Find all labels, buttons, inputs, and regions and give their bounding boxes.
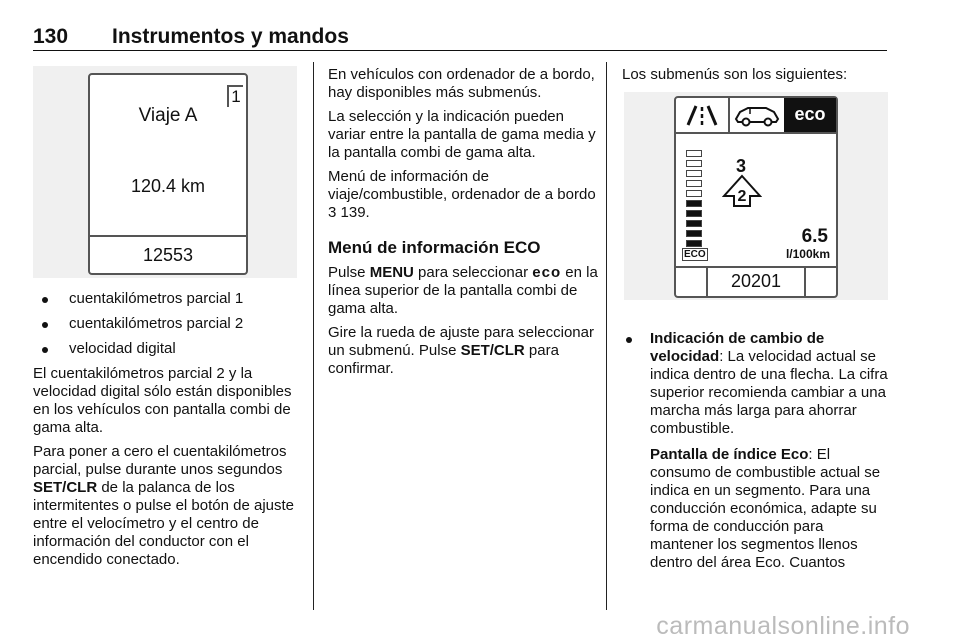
- eco-segment: [686, 240, 702, 247]
- eco-segment: [686, 190, 702, 197]
- text-run: : El consumo de combustible actual se indica en un segmento. Para una conducción económica, adapte su forma de conducción para mantener los segmentos llenos dentro del área Eco. Cuantos: [650, 446, 881, 571]
- section-heading: Menú de información ECO: [328, 238, 541, 257]
- display-tabs: [676, 98, 836, 134]
- column-2: [328, 66, 598, 384]
- tab-vehicle: [730, 98, 784, 132]
- paragraph: [33, 443, 301, 569]
- trip-display-illustration: [33, 66, 297, 278]
- eco-segment: [686, 220, 702, 227]
- button-name: MENU: [369, 264, 414, 281]
- odometer-value: 20201: [730, 271, 782, 291]
- tab-eco: eco: [784, 98, 836, 132]
- bullet-title: Indicación de cambio de velocidad: [650, 330, 825, 365]
- bullet-list: [33, 290, 301, 358]
- screen-divider: [90, 235, 246, 237]
- eco-segment: [686, 210, 702, 217]
- eco-display-illustration: [624, 92, 888, 300]
- column-3: [622, 66, 890, 90]
- consumption-unit: l/100km: [785, 247, 830, 261]
- eco-symbol: eco: [532, 264, 562, 281]
- gear-arrow-icon: [722, 174, 762, 208]
- list-item: cuentakilómetros parcial 1: [33, 290, 301, 308]
- list-item: cuentakilómetros parcial 2: [33, 315, 301, 333]
- text-run: Menú de información de viaje/combustible, ordenador de a bordo: [328, 168, 596, 203]
- text-run: para seleccionar: [413, 264, 533, 281]
- text-run: Para poner a cero el cuentakilómetros parcial, pulse durante unos segundos: [33, 443, 287, 478]
- page-reference[interactable]: 3 139.: [328, 204, 370, 221]
- paragraph: En vehículos con ordenador de a bordo, hay disponibles más submenús.: [328, 66, 595, 101]
- page-indicator: 1: [227, 85, 243, 107]
- watermark: carmanualsonline.info: [656, 612, 910, 640]
- text-run: en la línea superior de la pantalla combi de gama alta.: [328, 264, 598, 317]
- eco-index-bar: [686, 150, 702, 250]
- bullet-dot: [626, 337, 632, 343]
- paragraph: [328, 168, 598, 222]
- text-run: de la palanca de los intermitentes o pulse el botón de ajuste entre el velocímetro y el centro de información del conductor con el encendido conectado.: [33, 479, 294, 568]
- list-item: velocidad digital: [33, 340, 301, 358]
- text-run: Pulse: [328, 264, 370, 281]
- page-header: [33, 26, 887, 51]
- tab-road: [676, 98, 730, 132]
- paragraph: El cuentakilómetros parcial 2 y la velocidad digital sólo están disponibles en los vehículos con pantalla combi de gama alta.: [33, 365, 292, 436]
- text-run: : La velocidad actual se indica dentro de una flecha. La cifra superior recomienda cambiar a una marcha más larga para ahorrar combustible.: [650, 348, 888, 437]
- text-run: para confirmar.: [328, 342, 559, 377]
- trip-label: Viaje A: [138, 105, 198, 126]
- paragraph: [328, 324, 598, 378]
- consumption-value: 6.5: [801, 226, 828, 247]
- sub-title: Pantalla de índice Eco: [650, 446, 809, 463]
- eco-segment: [686, 230, 702, 237]
- column-3-bullet: [622, 316, 890, 580]
- column-1: [33, 290, 301, 575]
- recommended-gear: 3: [736, 156, 747, 176]
- eco-segment: [686, 170, 702, 177]
- instrument-screen: [674, 96, 838, 298]
- eco-segment: [686, 160, 702, 167]
- column-divider: [606, 62, 607, 610]
- column-divider: [313, 62, 314, 610]
- odometer-value: 12553: [142, 245, 194, 265]
- paragraph: [650, 446, 890, 572]
- bottom-cell-right: [804, 266, 836, 296]
- instrument-screen: [88, 73, 248, 275]
- paragraph: La selección y la indicación pueden variar entre la pantalla de gama media y la pantalla combi de gama alta.: [328, 108, 596, 161]
- text-run: Gire la rueda de ajuste para seleccionar un submenú. Pulse: [328, 324, 594, 359]
- eco-segment: [686, 200, 702, 207]
- car-icon: [730, 98, 784, 132]
- eco-label: ECO: [684, 249, 706, 260]
- paragraph: Los submenús son los siguientes:: [622, 66, 848, 83]
- eco-segment: [686, 180, 702, 187]
- current-gear: 2: [737, 188, 747, 205]
- button-name: SET/CLR: [33, 479, 98, 496]
- eco-segment: [686, 150, 702, 157]
- list-item: [622, 330, 890, 572]
- page-title: Instrumentos y mandos: [112, 25, 349, 48]
- road-icon: [676, 98, 728, 132]
- page-number: 130: [33, 25, 69, 48]
- paragraph: [328, 264, 598, 318]
- button-name: SET/CLR: [460, 342, 525, 359]
- paragraph: [650, 330, 890, 438]
- trip-value: 120.4 km: [130, 176, 206, 196]
